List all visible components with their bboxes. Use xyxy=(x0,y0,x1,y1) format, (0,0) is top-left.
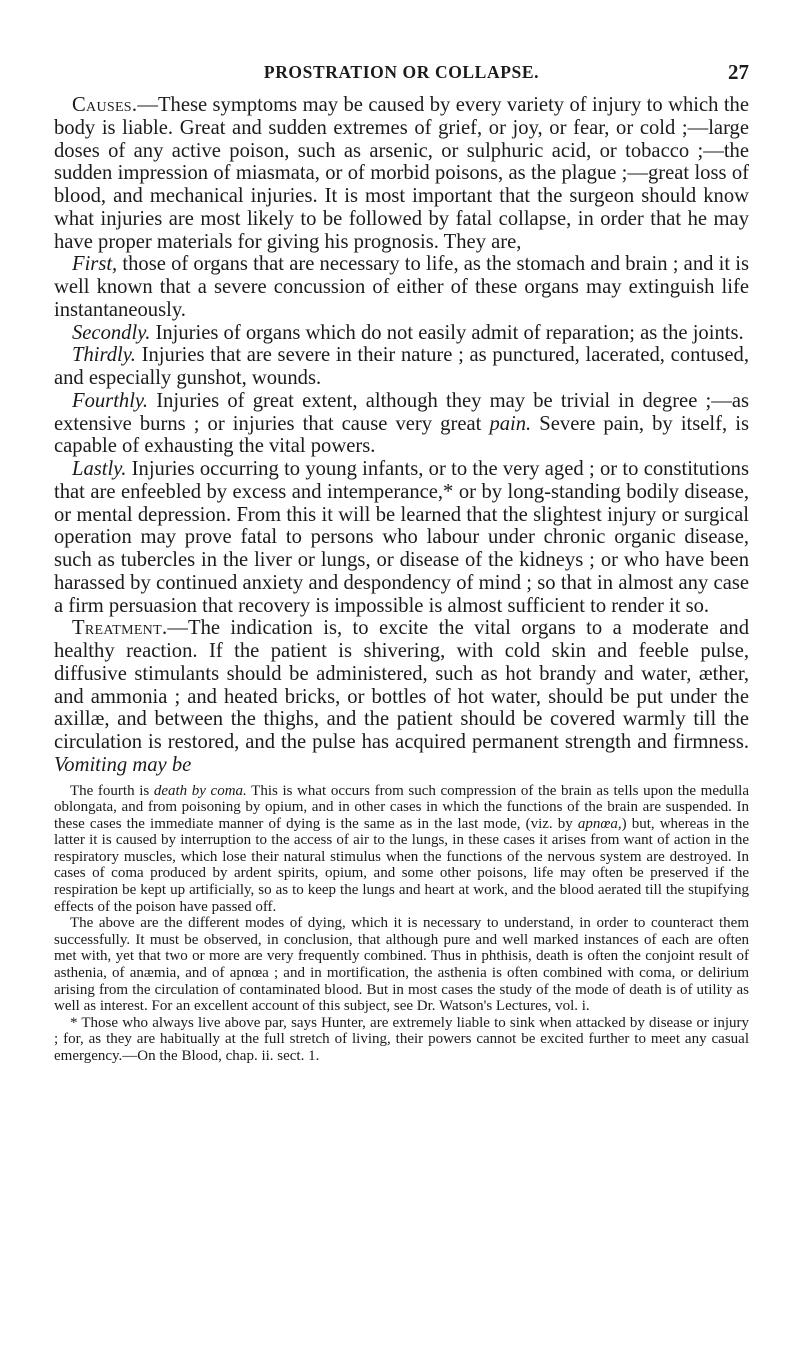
note1-text-a: The fourth is xyxy=(70,782,154,799)
thirdly-text: Injuries that are severe in their nature ; as punctured, lacerated, contused, and especially gunshot, wounds. xyxy=(54,344,749,389)
note1-text-c: ) but, whereas in the latter it is caused by interruption to the access of air to the lungs, in these cases it arises from want of action in the respiratory muscles, which lose their natural stimulus when the functions of the nervous system are destroyed. In cases of coma produced by ardent spirits, opium, and some other poisons, life may often be preserved if the respiration be kept up artificially, so as to keep the lungs and heart at work, and the blood aerated till the stupifying effects of the poison have passed off. xyxy=(54,815,750,915)
fourthly-text-a: Injuries of great extent, although they may be trivial in degree ;—as extensive burns ; or injuries that cause very great xyxy=(54,389,749,435)
treatment-text: —The indication is, to excite the vital organs to a moderate and healthy reaction. If the patient is shivering, with cold skin and feeble pulse, diffusive stimulants should be administered, such as hot brandy and water, æther, and ammonia ; and heated bricks, or bottles of hot water, should be put under the axillæ, and between the thighs, and the patient should be covered warmly till the circulation is restored, and the pulse has acquired permanent strength and firmness. xyxy=(54,617,749,753)
paragraph-thirdly xyxy=(54,344,749,390)
secondly-text: Injuries of organs which do not easily admit of reparation; as the joints. xyxy=(150,321,744,344)
paragraph-treatment xyxy=(54,617,749,776)
page-number: 27 xyxy=(728,60,749,84)
first-text: those of organs that are necessary to life, as the stomach and brain ; and it is well known that a severe concussion of either of these organs may extinguish life instantaneously. xyxy=(54,253,749,321)
section-heading-causes: Causes. xyxy=(72,94,138,116)
fourthly-text-b: Severe pain, by itself, is capable of exhausting the vital powers. xyxy=(54,412,749,458)
section-heading-treatment: Treatment. xyxy=(72,617,168,640)
running-title: PROSTRATION OR COLLAPSE. xyxy=(263,62,540,82)
paragraph-fourthly xyxy=(54,390,749,458)
footnote-modes-of-dying: The above are the different modes of dying, which it is necessary to understand, in order to counteract them successfully. It must be observed, in conclusion, that although pure and well marked instances of each are often met with, yet that two or more are very frequently combined. Thus in phthisis, death is often the conjoint result of asthenia, of anæmia, and of apnœa ; and in mortification, the asthenia is often combined with coma, or delirium arising from the circulation of contaminated blood. But in most cases the study of the mode of death is of utility as well as interest. For an excellent account of this subject, see Dr. Watson's Lectures, vol. i. xyxy=(54,915,749,1015)
enumerator-first: First, xyxy=(72,253,118,276)
enumerator-lastly: Lastly. xyxy=(72,458,127,480)
paragraph-causes xyxy=(54,94,749,253)
page-header xyxy=(54,0,749,84)
treatment-tail: Vomiting may be xyxy=(54,753,192,776)
lastly-text: Injuries occurring to young infants, or to the very aged ; or to constitutions that are enfeebled by excess and intemperance,* or by long-standing bodily disease, or mental depression. From this it will be learned that the slightest injury or surgical operation may prove fatal to persons who labour under chronic organic disease, such as tubercles in the liver or lungs, or disease of the kidneys ; or who have been harassed by continued anxiety and despondency of mind ; so that in almost any case a firm persuasion that recovery is impossible is almost sufficient to render it so. xyxy=(54,458,749,617)
enumerator-thirdly: Thirdly. xyxy=(72,344,136,367)
footnotes xyxy=(54,783,749,1065)
causes-text: —These symptoms may be caused by every variety of injury to which the body is liable. Great and sudden extremes of grief, or joy, or fear, or cold ;—large doses of any active poison, such as arsenic, or sulphuric acid, or tobacco ;—the sudden impression of miasmata, or of morbid poisons, as the plague ;—great loss of blood, and mechanical injuries. It is most important that the surgeon should know what injuries are most likely to be followed by fatal collapse, in order that he may have proper materials for giving his prognosis. They are, xyxy=(54,94,749,253)
paragraph-lastly xyxy=(54,458,749,617)
enumerator-fourthly: Fourthly. xyxy=(72,389,149,412)
emphasis-pain: pain. xyxy=(489,412,532,435)
paragraph-secondly xyxy=(54,322,749,345)
page-body xyxy=(54,94,749,1065)
enumerator-secondly: Secondly. xyxy=(72,321,151,344)
note1-text-b: This is what occurs from such compression of the brain as tells upon the medulla oblongata, and from poisoning by opium, and in other cases in which the functions of the brain are suspended. In these cases the immediate manner of dying is the same as in the last mode, (viz. by xyxy=(54,782,750,832)
footnote-death-by-coma xyxy=(54,783,749,916)
paragraph-first xyxy=(54,253,749,321)
footnote-hunter: * Those who always live above par, says Hunter, are extremely liable to sink when attacked by disease or injury ; for, as they are habitually at the full stretch of living, their powers cannot be excited further to meet any casual emergency.—On the Blood, chap. ii. sect. 1. xyxy=(54,1014,749,1064)
note1-emphasis-death-by-coma: death by coma. xyxy=(153,782,247,799)
note1-emphasis-apnoea: apnœa, xyxy=(577,815,622,832)
